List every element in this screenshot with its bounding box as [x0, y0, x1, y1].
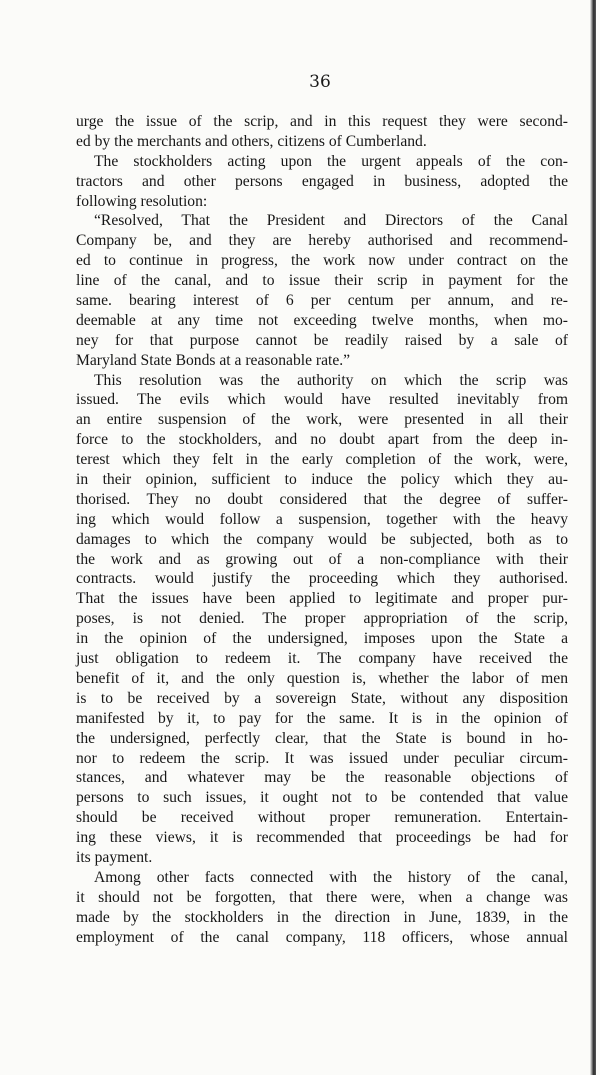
- text-line: ed to continue in progress, the work now under contract on the: [76, 252, 568, 270]
- text-line: Company be, and they are hereby authorised and recommend-: [76, 232, 568, 250]
- text-line: thorised. They no doubt considered that the degree of suffer-: [76, 490, 568, 508]
- text-line: ing these views, it is recommended that proceedings be had for: [76, 829, 568, 847]
- text-line: following resolution:: [76, 192, 208, 210]
- text-line: line of the canal, and to issue their scrip in payment for the: [76, 272, 568, 290]
- text-line: its payment.: [76, 848, 153, 866]
- text-line: This resolution was the authority on which the scrip was: [94, 371, 568, 389]
- text-line: nor to redeem the scrip. It was issued under peculiar circum-: [76, 749, 568, 767]
- text-line: contracts. would justify the proceeding which they authorised.: [76, 570, 568, 588]
- text-line: persons to such issues, it ought not to be contended that value: [76, 789, 568, 807]
- text-line: The stockholders acting upon the urgent appeals of the con-: [94, 152, 568, 170]
- text-line: That the issues have been applied to legitimate and proper pur-: [76, 590, 568, 608]
- text-line: force to the stockholders, and no doubt apart from the deep in-: [76, 431, 568, 449]
- text-line: Among other facts connected with the history of the canal,: [94, 868, 568, 886]
- text-line: an entire suspension of the work, were presented in all their: [76, 411, 568, 429]
- text-line: ed by the merchants and others, citizens of Cumberland.: [76, 132, 427, 150]
- text-line: manifested by it, to pay for the same. It is in the opinion of: [76, 709, 568, 727]
- text-line: in the opinion of the undersigned, imposes upon the State a: [76, 630, 568, 648]
- text-line: in their opinion, sufficient to induce the policy which they au-: [76, 471, 568, 489]
- text-line: is to be received by a sovereign State, without any disposition: [76, 689, 568, 707]
- text-line: same. bearing interest of 6 per centum per annum, and re-: [76, 292, 568, 310]
- text-line: “Resolved, That the President and Directors of the Canal: [94, 212, 568, 230]
- body-text: [76, 112, 568, 947]
- text-line: ney for that purpose cannot be readily raised by a sale of: [76, 331, 568, 349]
- text-line: Maryland State Bonds at a reasonable rate.”: [76, 351, 351, 369]
- text-line: poses, is not denied. The proper appropriation of the scrip,: [76, 610, 568, 628]
- text-line: damages to which the company would be subjected, both as to: [76, 530, 568, 548]
- text-line: urge the issue of the scrip, and in this request they were second-: [76, 113, 568, 130]
- text-line: issued. The evils which would have resulted inevitably from: [76, 391, 568, 409]
- text-line: the work and as growing out of a non-compliance with their: [76, 550, 568, 568]
- text-line: terest which they felt in the early completion of the work, were,: [76, 451, 568, 469]
- text-line: should be received without proper remuneration. Entertain-: [76, 809, 568, 827]
- text-line: the undersigned, perfectly clear, that the State is bound in ho-: [76, 729, 568, 747]
- text-line: ing which would follow a suspension, together with the heavy: [76, 510, 568, 528]
- text-line: employment of the canal company, 118 officers, whose annual: [76, 928, 568, 946]
- text-line: tractors and other persons engaged in business, adopted the: [76, 172, 568, 190]
- page-number: 36: [309, 72, 331, 92]
- text-line: made by the stockholders in the direction in June, 1839, in the: [76, 908, 568, 926]
- page-edge-shadow: [590, 0, 596, 1075]
- text-line: benefit of it, and the only question is, whether the labor of men: [76, 669, 568, 687]
- text-line: just obligation to redeem it. The company have received the: [76, 650, 568, 668]
- text-line: deemable at any time not exceeding twelve months, when mo-: [76, 311, 568, 329]
- text-line: stances, and whatever may be the reasonable objections of: [76, 769, 568, 787]
- text-line: it should not be forgotten, that there were, when a change was: [76, 888, 568, 906]
